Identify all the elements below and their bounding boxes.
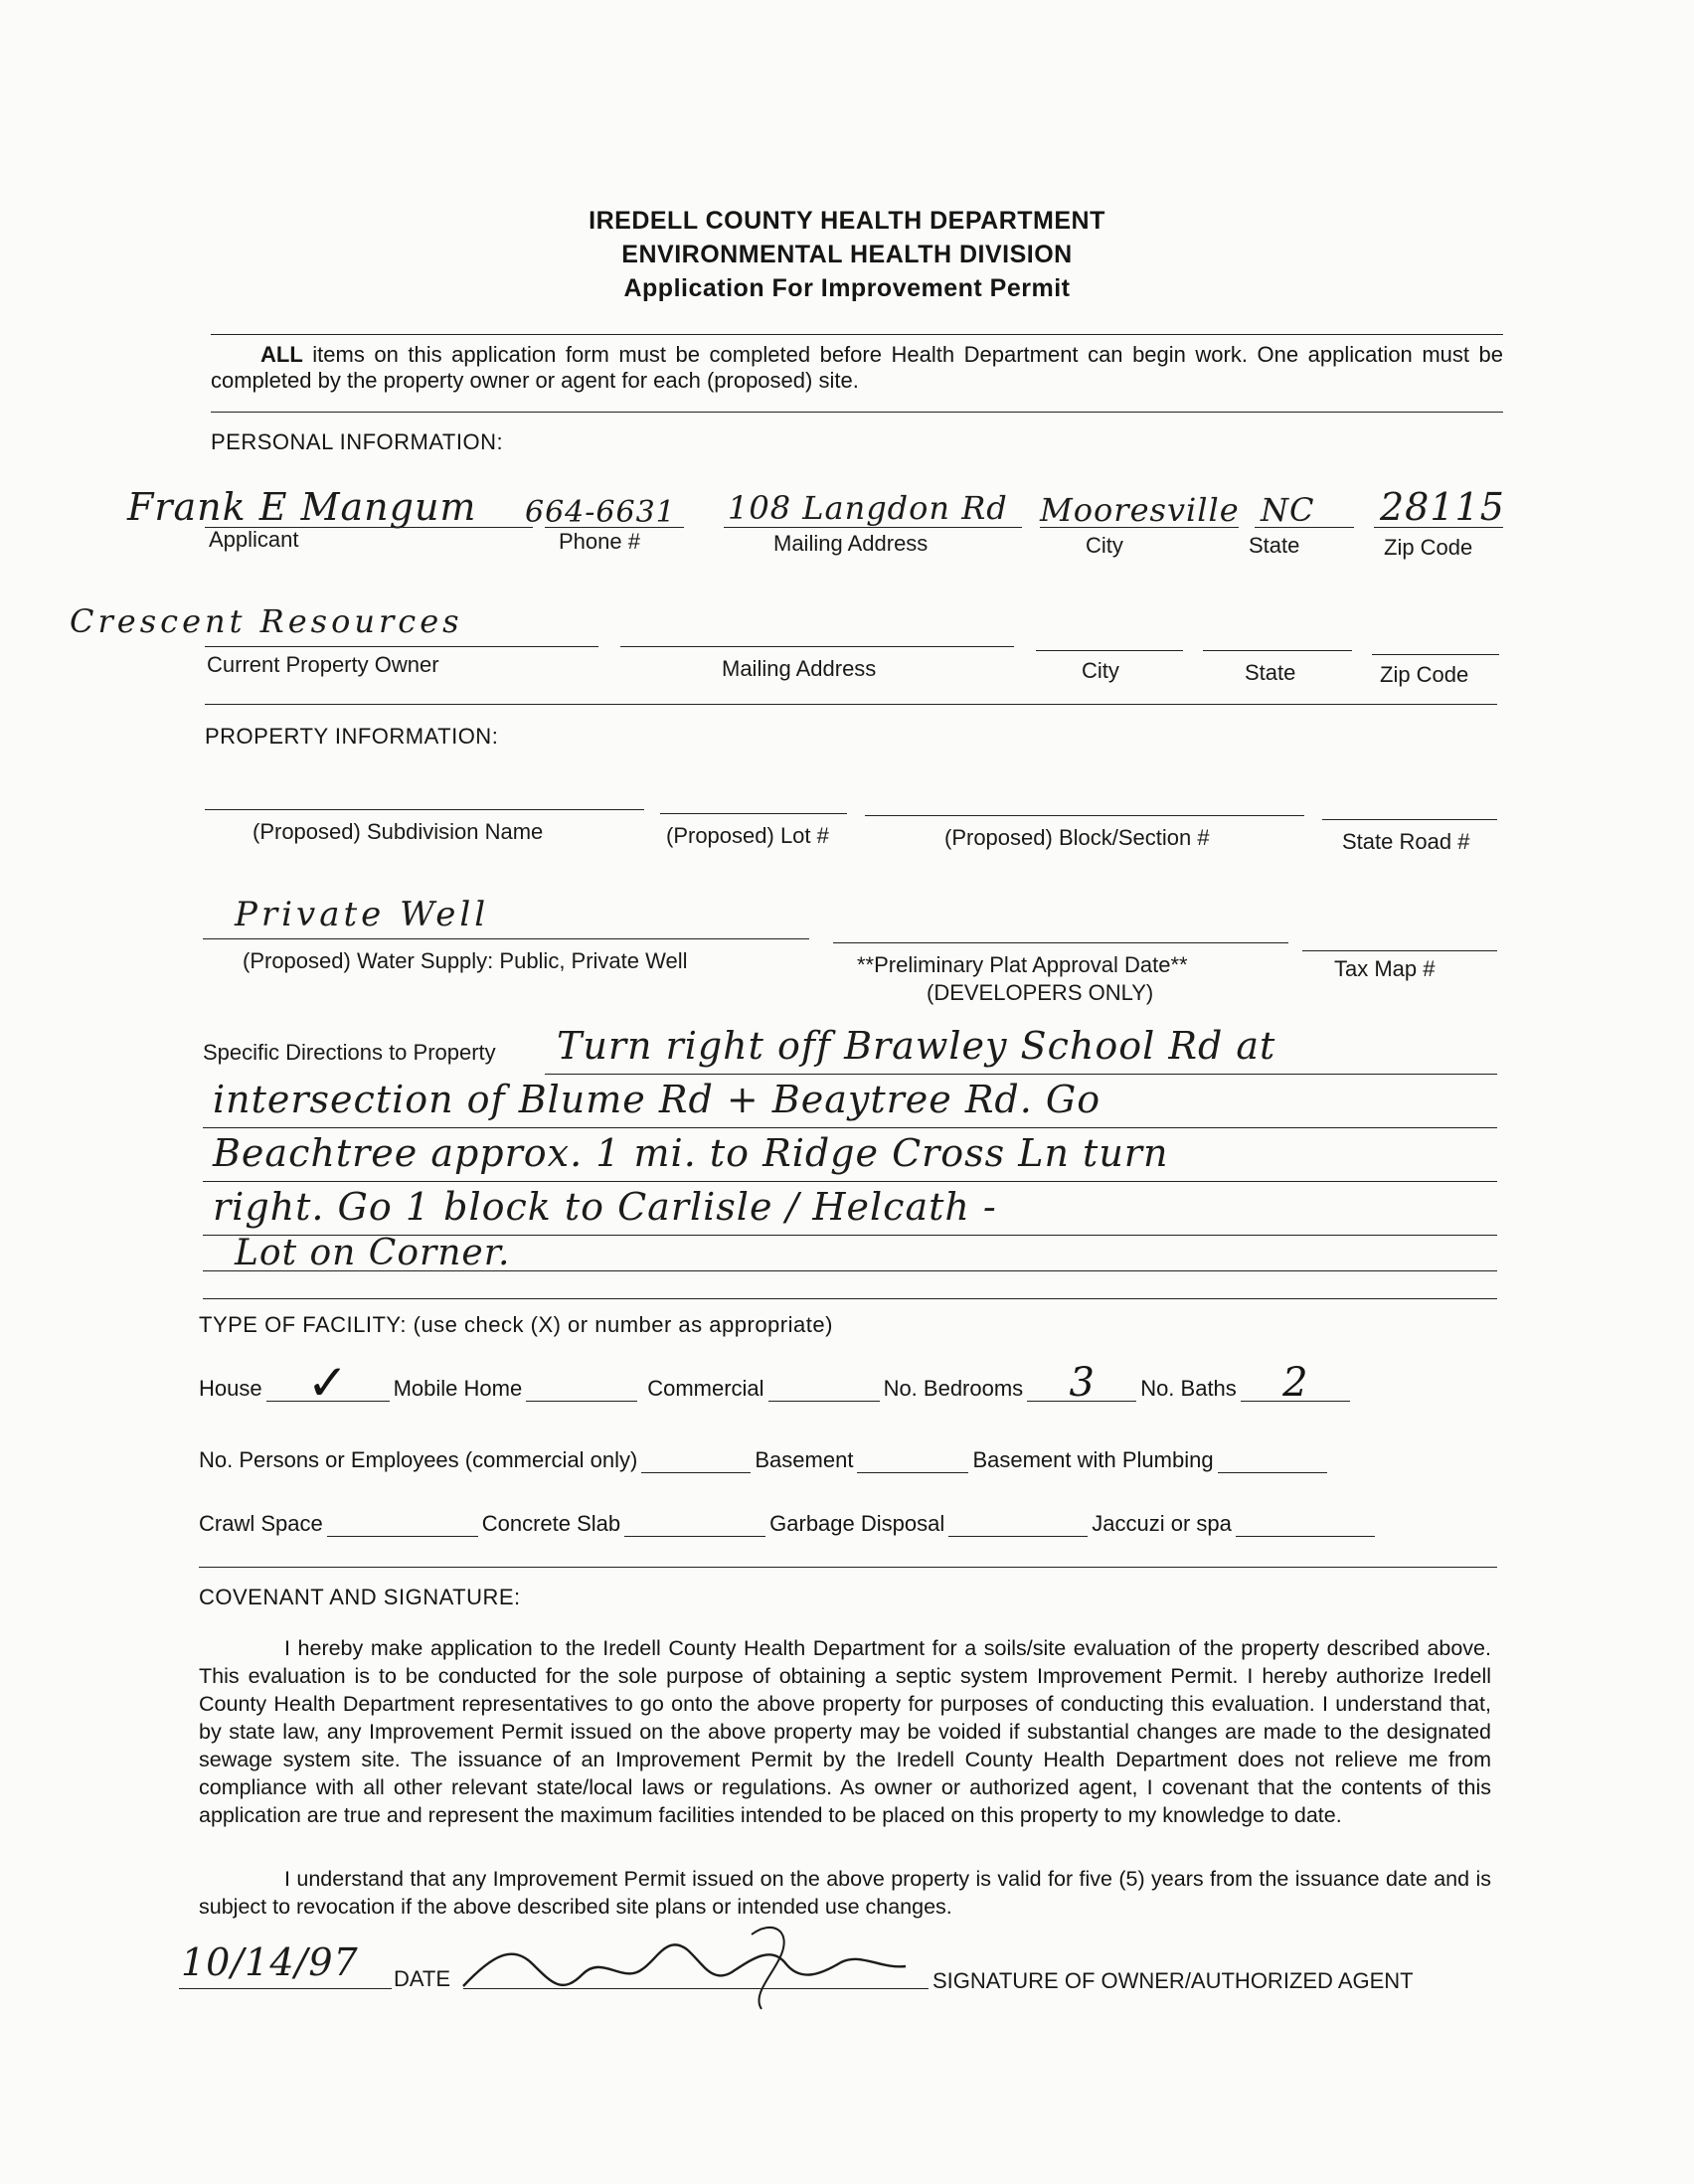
baths-field[interactable] bbox=[1241, 1360, 1350, 1406]
facility-heading-title: TYPE OF FACILITY: bbox=[199, 1312, 407, 1337]
mobile-field[interactable] bbox=[526, 1381, 637, 1402]
facility-heading bbox=[199, 1312, 833, 1338]
owner-zip-label: Zip Code bbox=[1380, 662, 1469, 687]
mailing-label: Mailing Address bbox=[773, 531, 929, 556]
covenant-paragraph-2: I understand that any Improvement Permit issued on the above property is valid for five (5) years from the issuance date and is subject to revocation if the above described site plans or intended use changes. bbox=[199, 1867, 1491, 1919]
jacuzzi-field[interactable] bbox=[1236, 1516, 1375, 1537]
persons-field[interactable] bbox=[641, 1452, 751, 1473]
applicant-label: Applicant bbox=[209, 527, 299, 552]
water-value: Private Well bbox=[235, 895, 490, 934]
garbage-field[interactable] bbox=[948, 1516, 1088, 1537]
phone-value: 664-6631 bbox=[525, 495, 676, 530]
zip-value: 28115 bbox=[1380, 485, 1505, 529]
jacuzzi-label: Jaccuzi or spa bbox=[1092, 1511, 1232, 1536]
owner-mailing-line bbox=[620, 646, 1014, 647]
divider bbox=[199, 1567, 1497, 1568]
phone-line bbox=[545, 527, 684, 528]
personal-heading: PERSONAL INFORMATION: bbox=[211, 429, 504, 454]
city-line bbox=[1040, 527, 1239, 528]
slab-field[interactable] bbox=[624, 1516, 765, 1537]
directions-line-2: intersection of Blume Rd + Beaytree Rd. Go bbox=[213, 1078, 1101, 1121]
plat-line bbox=[833, 942, 1288, 943]
basement-plumb-label: Basement with Plumbing bbox=[972, 1447, 1214, 1472]
owner-mailing-label: Mailing Address bbox=[722, 656, 877, 681]
zip-label: Zip Code bbox=[1384, 535, 1473, 560]
state-line bbox=[1255, 527, 1354, 528]
basement-plumb-field[interactable] bbox=[1218, 1452, 1327, 1473]
directions-rule bbox=[203, 1127, 1497, 1128]
directions-line-1: Turn right off Brawley School Rd at bbox=[557, 1024, 1276, 1068]
owner-city-line bbox=[1036, 650, 1183, 651]
subdivision-label: (Proposed) Subdivision Name bbox=[253, 819, 544, 844]
intro-body: items on this application form must be completed before Health Department can begin work. One application must be completed by the property owner or agent for each (proposed) site. bbox=[211, 342, 1503, 393]
directions-line-5: Lot on Corner. bbox=[235, 1233, 511, 1273]
header-line-2: ENVIRONMENTAL HEALTH DIVISION bbox=[621, 241, 1073, 268]
facility-row-1 bbox=[199, 1354, 1354, 1412]
directions-label: Specific Directions to Property bbox=[203, 1040, 496, 1065]
signature-label: SIGNATURE OF OWNER/AUTHORIZED AGENT bbox=[932, 1968, 1414, 1993]
directions-rule bbox=[203, 1181, 1497, 1182]
owner-state-label: State bbox=[1245, 660, 1296, 685]
subdivision-line bbox=[205, 809, 644, 810]
signature-stroke bbox=[463, 1944, 906, 1986]
facility-row-3 bbox=[199, 1511, 1379, 1537]
directions-line-3: Beachtree approx. 1 mi. to Ridge Cross Ln turn bbox=[213, 1131, 1169, 1175]
baths-value: 2 bbox=[1282, 1360, 1308, 1406]
divider bbox=[203, 1298, 1497, 1299]
house-label: House bbox=[199, 1376, 262, 1401]
lot-label: (Proposed) Lot # bbox=[666, 823, 829, 848]
directions-rule bbox=[545, 1074, 1497, 1075]
bedrooms-label: No. Bedrooms bbox=[883, 1376, 1024, 1401]
owner-label: Current Property Owner bbox=[207, 652, 439, 677]
owner-zip-line bbox=[1372, 654, 1499, 655]
taxmap-line bbox=[1302, 950, 1497, 951]
city-label: City bbox=[1086, 533, 1123, 558]
divider bbox=[211, 412, 1503, 413]
header-line-3: Application For Improvement Permit bbox=[623, 274, 1071, 302]
taxmap-label: Tax Map # bbox=[1334, 956, 1436, 981]
directions-rule bbox=[203, 1270, 1497, 1271]
persons-label: No. Persons or Employees (commercial only) bbox=[199, 1447, 638, 1472]
house-value: ✓ bbox=[306, 1354, 349, 1412]
bedrooms-field[interactable] bbox=[1027, 1360, 1136, 1406]
signature-stroke bbox=[752, 1928, 784, 2009]
garbage-label: Garbage Disposal bbox=[769, 1511, 945, 1536]
applicant-value: Frank E Mangum bbox=[127, 485, 477, 529]
owner-value: Crescent Resources bbox=[70, 602, 463, 640]
baths-label: No. Baths bbox=[1140, 1376, 1237, 1401]
owner-state-line bbox=[1203, 650, 1352, 651]
signature-mark bbox=[453, 1915, 931, 2014]
water-label: (Proposed) Water Supply: Public, Private Well bbox=[243, 948, 688, 973]
crawl-field[interactable] bbox=[327, 1516, 478, 1537]
plat-label: **Preliminary Plat Approval Date** bbox=[857, 952, 1188, 977]
road-label: State Road # bbox=[1342, 829, 1470, 854]
commercial-label: Commercial bbox=[647, 1376, 764, 1401]
plat-sub-label: (DEVELOPERS ONLY) bbox=[927, 980, 1154, 1005]
owner-city-label: City bbox=[1082, 658, 1119, 683]
state-value: NC bbox=[1261, 491, 1315, 529]
mailing-line bbox=[724, 527, 1022, 528]
bedrooms-value: 3 bbox=[1069, 1360, 1095, 1406]
state-label: State bbox=[1249, 533, 1300, 558]
city-value: Mooresville bbox=[1040, 491, 1240, 529]
road-line bbox=[1322, 819, 1497, 820]
block-line bbox=[865, 815, 1304, 816]
header-line-1: IREDELL COUNTY HEALTH DEPARTMENT bbox=[589, 207, 1105, 235]
covenant-heading: COVENANT AND SIGNATURE: bbox=[199, 1585, 521, 1609]
intro-text bbox=[211, 342, 1503, 394]
mobile-label: Mobile Home bbox=[393, 1376, 523, 1401]
covenant-paragraph-1: I hereby make application to the Iredell County Health Department for a soils/site evaluation of the property described above. This evaluation is to be conducted for the sole purpose of obtaining a septic system Improvement Permit. I hereby authorize Iredell County Health Department representatives to go onto the above property for purposes of conducting this evaluation. I understand that, by state law, any Improvement Permit issued on the above property may be voided if substantial changes are made to the designated sewage system site. The issuance of an Improvement Permit by the Iredell County Health Department does not relieve me from compliance with all other relevant state/local laws or regulations. As owner or authorized agent, I covenant that the contents of this application are true and represent the maximum facilities intended to be placed on this property to my knowledge to date. bbox=[199, 1636, 1491, 1827]
date-label: DATE bbox=[394, 1966, 451, 1991]
house-field[interactable] bbox=[266, 1354, 390, 1412]
divider bbox=[205, 704, 1497, 705]
water-line bbox=[203, 938, 809, 939]
mailing-value: 108 Langdon Rd bbox=[728, 489, 1008, 527]
signature-line bbox=[463, 1988, 929, 1989]
basement-field[interactable] bbox=[857, 1452, 968, 1473]
phone-label: Phone # bbox=[559, 529, 640, 554]
block-label: (Proposed) Block/Section # bbox=[944, 825, 1210, 850]
directions-line-4: right. Go 1 block to Carlisle / Helcath - bbox=[213, 1185, 997, 1229]
facility-row-2 bbox=[199, 1447, 1331, 1473]
date-value: 10/14/97 bbox=[181, 1940, 359, 1984]
facility-heading-note: (use check (X) or number as appropriate) bbox=[413, 1312, 833, 1337]
commercial-field[interactable] bbox=[768, 1381, 880, 1402]
property-heading: PROPERTY INFORMATION: bbox=[205, 724, 499, 749]
lot-line bbox=[660, 813, 847, 814]
slab-label: Concrete Slab bbox=[481, 1511, 621, 1536]
crawl-label: Crawl Space bbox=[199, 1511, 323, 1536]
intro-bold: ALL bbox=[260, 342, 303, 367]
owner-line bbox=[205, 646, 598, 647]
date-line bbox=[179, 1988, 392, 1989]
basement-label: Basement bbox=[755, 1447, 854, 1472]
zip-line bbox=[1374, 527, 1503, 528]
divider bbox=[211, 334, 1503, 335]
